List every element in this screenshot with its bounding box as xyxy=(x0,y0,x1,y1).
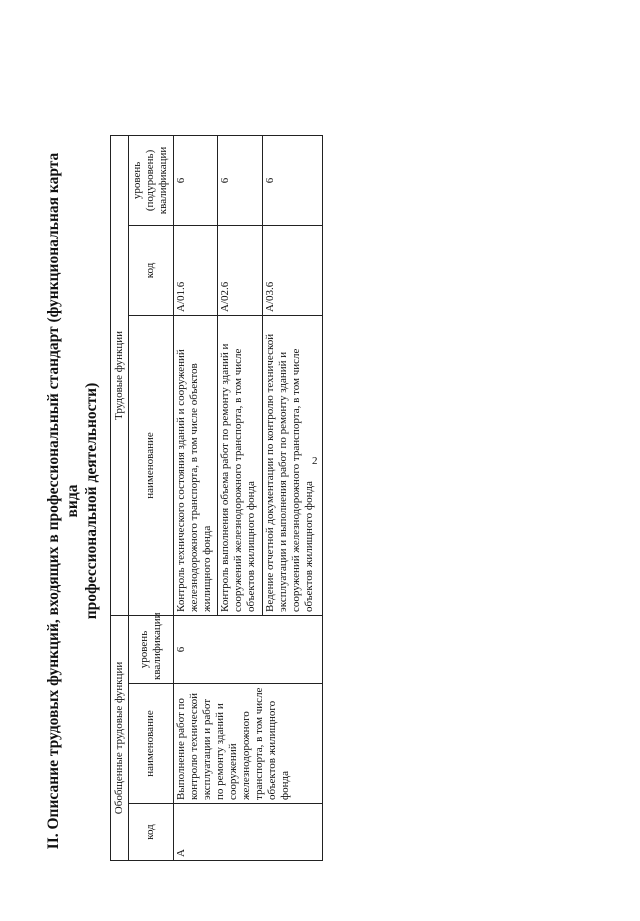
generalized-level: 6 xyxy=(173,615,322,683)
function-sublevel: 6 xyxy=(262,135,322,225)
labor-functions-table xyxy=(110,135,323,861)
section-heading xyxy=(44,141,101,861)
function-sublevel: 6 xyxy=(173,135,218,225)
header-function-code: код xyxy=(129,225,174,315)
function-name: Ведение отчетной документации по контролю технической эксплуатации и выполнения работ по ремонту зданий и сооружений железнодорожного транспорта, в том числе объектов жилищного фонда xyxy=(262,315,322,615)
function-code: A/02.6 xyxy=(218,225,263,315)
heading-line-1: II. Описание трудовых функций, входящих в профессиональный стандарт (функциональная карта вида xyxy=(45,152,81,850)
header-function-name: наименование xyxy=(129,315,174,615)
rotated-page-content xyxy=(0,121,640,921)
function-name: Контроль выполнения объема работ по ремонту зданий и сооружений железнодорожного транспорта, в том числе объектов жилищного фонда xyxy=(218,315,263,615)
column-header-row xyxy=(129,135,174,860)
function-name: Контроль технического состояния зданий и сооружений железнодорожного транспорта, в том числе объектов жилищного фонда xyxy=(173,315,218,615)
table-row xyxy=(173,135,218,860)
header-sublevel: уровень (подуровень) квалификации xyxy=(129,135,174,225)
function-code: A/01.6 xyxy=(173,225,218,315)
header-code: код xyxy=(129,804,174,861)
generalized-functions-header: Обобщенные трудовые функции xyxy=(111,615,129,860)
generalized-code: А xyxy=(173,804,322,861)
header-name: наименование xyxy=(129,684,174,804)
function-code: A/03.6 xyxy=(262,225,322,315)
function-sublevel: 6 xyxy=(218,135,263,225)
heading-line-2: профессиональной деятельности) xyxy=(83,382,100,620)
page-number: 2 xyxy=(312,455,318,467)
group-header-row xyxy=(111,135,129,860)
labor-functions-header: Трудовые функции xyxy=(111,135,129,615)
header-level: уровень квалификации xyxy=(129,615,174,683)
generalized-name: Выполнение работ по контролю технической эксплуатации и работ по ремонту зданий и сооружений железнодорожного транспорта, в том числе объектов жилищного фонда xyxy=(173,684,322,804)
